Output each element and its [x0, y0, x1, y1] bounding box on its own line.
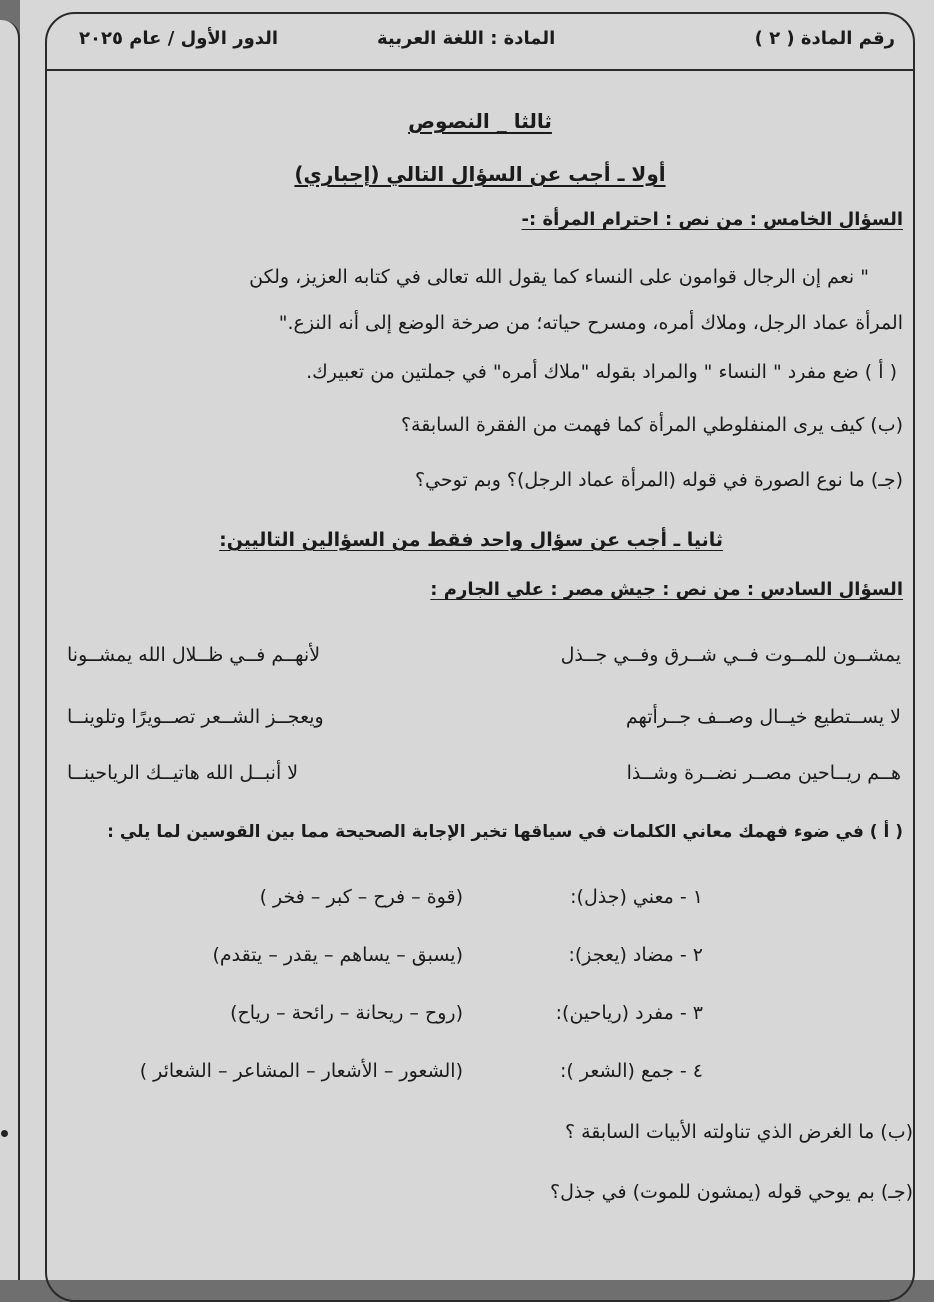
option-2-choices: (يسبق – يساهم – يقدر – يتقدم)	[212, 944, 463, 966]
question6-a-intro: ( أ ) في ضوء فهمك معاني الكلمات في سياقها تخير الإجابة الصحيحة مما بين القوسين لما يلي :	[107, 822, 903, 842]
verse-3	[67, 762, 901, 790]
exam-session: الدور الأول / عام ٢٠٢٥	[79, 28, 279, 49]
option-row-2	[67, 944, 703, 972]
exam-sheet	[20, 0, 934, 1280]
header-divider	[47, 69, 913, 71]
verse-1-second-half: لأنهــم فــي ظــلال الله يمشــونا	[67, 644, 321, 666]
previous-page-edge	[0, 20, 20, 1280]
option-3-question: ٣ - مفرد (رياحين):	[555, 1002, 703, 1024]
question5-b: (ب) كيف يرى المنفلوطي المرأة كما فهمت من الفقرة السابقة؟	[400, 414, 903, 436]
option-1-question: ١ - معني (جذل):	[570, 886, 703, 908]
option-2-question: ٢ - مضاد (يعجز):	[568, 944, 703, 966]
subject-number: رقم المادة ( ٢ )	[754, 28, 895, 49]
passage-line-1: " نعم إن الرجال قوامون على النساء كما يقول الله تعالى في كتابه العزيز، ولكن	[249, 266, 869, 288]
section-title: ثالثا _ النصوص	[408, 109, 552, 133]
verse-2-second-half: ويعجــز الشــعر تصــويرًا وتلوينــا	[67, 706, 324, 728]
question5-c: (جـ) ما نوع الصورة في قوله (المرأة عماد الرجل)؟ وبم توحي؟	[414, 469, 903, 491]
part2-instruction: ثانيا ـ أجب عن سؤال واحد فقط من السؤالين التاليين:	[219, 529, 723, 551]
verse-1-first-half: يمشــون للمــوت فــي شــرق وفــي جــذل	[560, 644, 901, 666]
option-3-choices: (روح – ريحانة – رائحة – رياح)	[230, 1002, 463, 1024]
binder-dot	[1, 1130, 8, 1137]
question6-title: السؤال السادس : من نص : جيش مصر : علي الجارم :	[430, 579, 903, 600]
passage-line-2: المرأة عماد الرجل، وملاك أمره، ومسرح حياته؛ من صرخة الوضع إلى أنه النزع."	[278, 312, 903, 334]
question5-a: ( أ ) ضع مفرد " النساء " والمراد بقوله "ملاك أمره" في جملتين من تعبيرك.	[306, 361, 897, 383]
verse-1	[67, 644, 901, 672]
page-frame	[45, 12, 915, 1302]
option-4-choices: (الشعور – الأشعار – المشاعر – الشعائر )	[139, 1060, 463, 1082]
option-1-choices: (قوة – فرح – كبر – فخر )	[259, 886, 463, 908]
part1-instruction: أولا ـ أجب عن السؤال التالي (إجباري)	[294, 162, 666, 186]
option-row-3	[67, 1002, 703, 1030]
question5-title: السؤال الخامس : من نص : احترام المرأة :-	[521, 209, 903, 230]
option-4-question: ٤ - جمع (الشعر ):	[560, 1060, 703, 1082]
question6-b: (ب) ما الغرض الذي تناولته الأبيات السابقة ؟	[564, 1121, 913, 1143]
verse-3-second-half: لا أنبــل الله هاتيــك الرياحينــا	[67, 762, 299, 784]
question6-c: (جـ) بم يوحي قوله (يمشون للموت) في جذل؟	[549, 1181, 913, 1203]
subject-name: المادة : اللغة العربية	[377, 28, 556, 49]
option-row-1	[67, 886, 703, 914]
verse-2	[67, 706, 901, 734]
verse-2-first-half: لا يســتطيع خيــال وصــف جــرأتهم	[625, 706, 901, 728]
option-row-4	[67, 1060, 703, 1088]
verse-3-first-half: هــم ريــاحين مصــر نضــرة وشــذا	[626, 762, 901, 784]
